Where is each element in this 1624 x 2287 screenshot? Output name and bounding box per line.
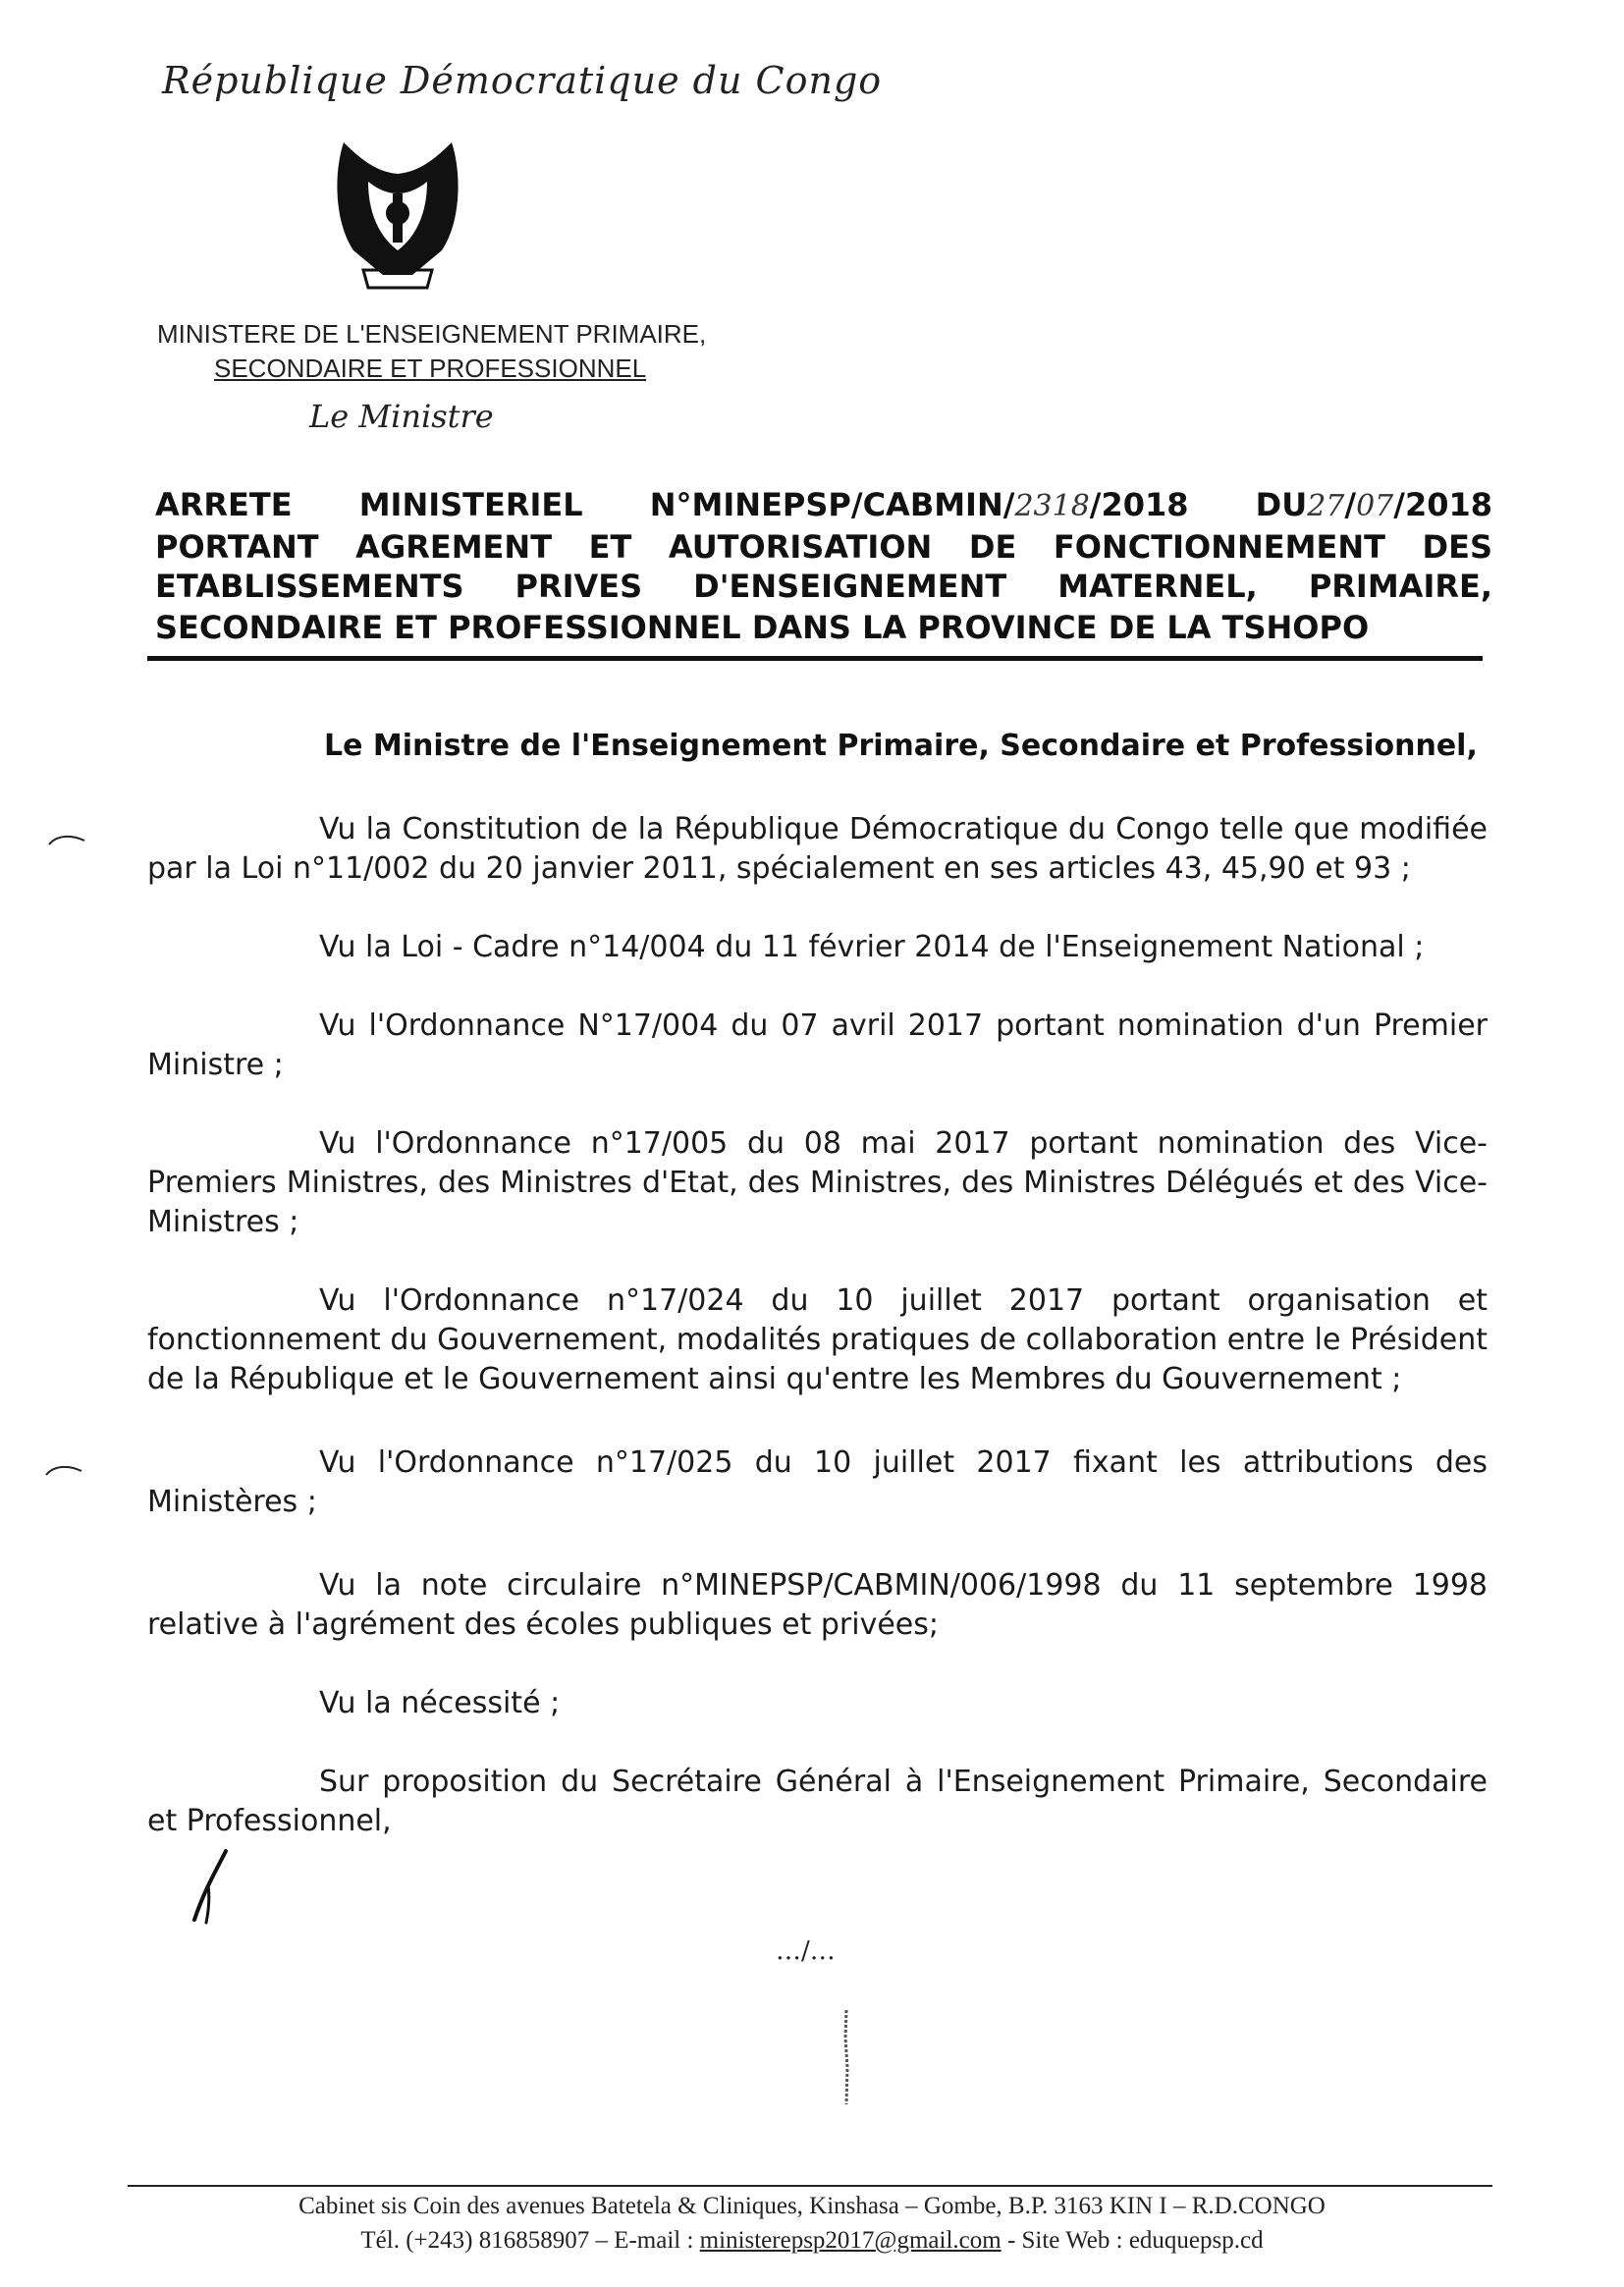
decree-year-end: /2018 xyxy=(1393,486,1493,523)
decree-slash: / xyxy=(1344,486,1357,523)
recital-paragraph xyxy=(147,1007,1488,1085)
margin-mark xyxy=(44,1463,83,1479)
recital-text: Vu la nécessité ; xyxy=(319,1686,561,1720)
stamp-edge-mark xyxy=(839,2008,853,2106)
page-continuation: …/… xyxy=(776,1936,836,1966)
decree-number-line xyxy=(155,486,1492,523)
title-divider xyxy=(147,656,1483,661)
recital-paragraph xyxy=(147,1684,1488,1723)
recital-text: Vu la note circulaire n°MINEPSP/CABMIN/006/1998 du 11 septembre 1998 relative à l'agrément des écoles publiques et privées; xyxy=(147,1568,1488,1642)
decree-title-line4: SECONDAIRE ET PROFESSIONNEL DANS LA PROVINCE DE LA TSHOPO xyxy=(155,609,1370,646)
recital-paragraph xyxy=(147,1124,1488,1242)
decree-number-handwritten: 2318 xyxy=(1014,489,1090,523)
decree-day-handwritten: 27 xyxy=(1307,489,1345,523)
ministry-name-line1: MINISTERE DE L'ENSEIGNEMENT PRIMAIRE, xyxy=(157,319,707,349)
coat-of-arms-icon xyxy=(324,133,471,290)
recital-paragraph xyxy=(147,1443,1488,1522)
recital-paragraph xyxy=(147,1281,1488,1399)
handwritten-initial xyxy=(187,1846,236,1925)
decree-prefix: ARRETE MINISTERIEL N°MINEPSP/CABMIN/ xyxy=(155,486,1015,523)
footer-contact xyxy=(0,2227,1624,2255)
recital-text: Vu l'Ordonnance N°17/004 du 07 avril 2017 portant nomination d'un Premier Ministre ; xyxy=(147,1008,1488,1082)
recital-text: Sur proposition du Secrétaire Général à l'Enseignement Primaire, Secondaire et Professionnel, xyxy=(147,1765,1488,1838)
recital-paragraph xyxy=(147,1566,1488,1645)
recital-text: Vu l'Ordonnance n°17/025 du 10 juillet 2017 fixant les attributions des Ministères ; xyxy=(147,1445,1488,1519)
signatory-title: Le Ministre xyxy=(309,398,494,435)
footer-email-link[interactable]: ministerepsp2017@gmail.com xyxy=(699,2227,1001,2254)
decree-title-line3: ETABLISSEMENTS PRIVES D'ENSEIGNEMENT MATERNEL, PRIMAIRE, xyxy=(155,568,1492,605)
recital-text: Vu l'Ordonnance n°17/024 du 10 juillet 2017 portant organisation et fonctionnement du Gouvernement, modalités pratiques de collaboration entre le Président de la République et le Gouvernement ainsi qu'entre les Membres du Gouvernement ; xyxy=(147,1283,1488,1396)
footer-tel: Tél. (+243) 816858907 – E-mail : xyxy=(360,2227,700,2254)
footer-divider xyxy=(128,2185,1492,2187)
republic-heading: République Démocratique du Congo xyxy=(162,59,883,102)
minister-heading: Le Ministre de l'Enseignement Primaire, Secondaire et Professionnel, xyxy=(324,729,1478,763)
recital-text: Vu l'Ordonnance n°17/005 du 08 mai 2017 portant nomination des Vice-Premiers Ministres, des Ministres d'Etat, des Ministres, des Ministres Délégués et des Vice-Ministres ; xyxy=(147,1126,1488,1239)
footer-site: - Site Web : eduquepsp.cd xyxy=(1001,2227,1264,2254)
recital-text: Vu la Loi - Cadre n°14/004 du 11 février 2014 de l'Enseignement National ; xyxy=(319,930,1425,964)
recital-paragraph xyxy=(147,810,1488,889)
footer-address: Cabinet sis Coin des avenues Batetela & Cliniques, Kinshasa – Gombe, B.P. 3163 KIN I – R.D.CONGO xyxy=(298,2193,1326,2219)
recital-text: Vu la Constitution de la République Démocratique du Congo telle que modifiée par la Loi n°11/002 du 20 janvier 2011, spécialement en ses articles 43, 45,90 et 93 ; xyxy=(147,812,1488,886)
decree-month-handwritten: 07 xyxy=(1356,489,1394,523)
margin-mark xyxy=(47,833,86,848)
recital-paragraph xyxy=(147,1763,1488,1841)
ministry-name-line2: SECONDAIRE ET PROFESSIONNEL xyxy=(214,354,647,383)
decree-year-du: /2018 DU xyxy=(1089,486,1308,523)
recital-paragraph xyxy=(147,928,1488,967)
decree-title-line2: PORTANT AGREMENT ET AUTORISATION DE FONCTIONNEMENT DES xyxy=(155,528,1492,566)
